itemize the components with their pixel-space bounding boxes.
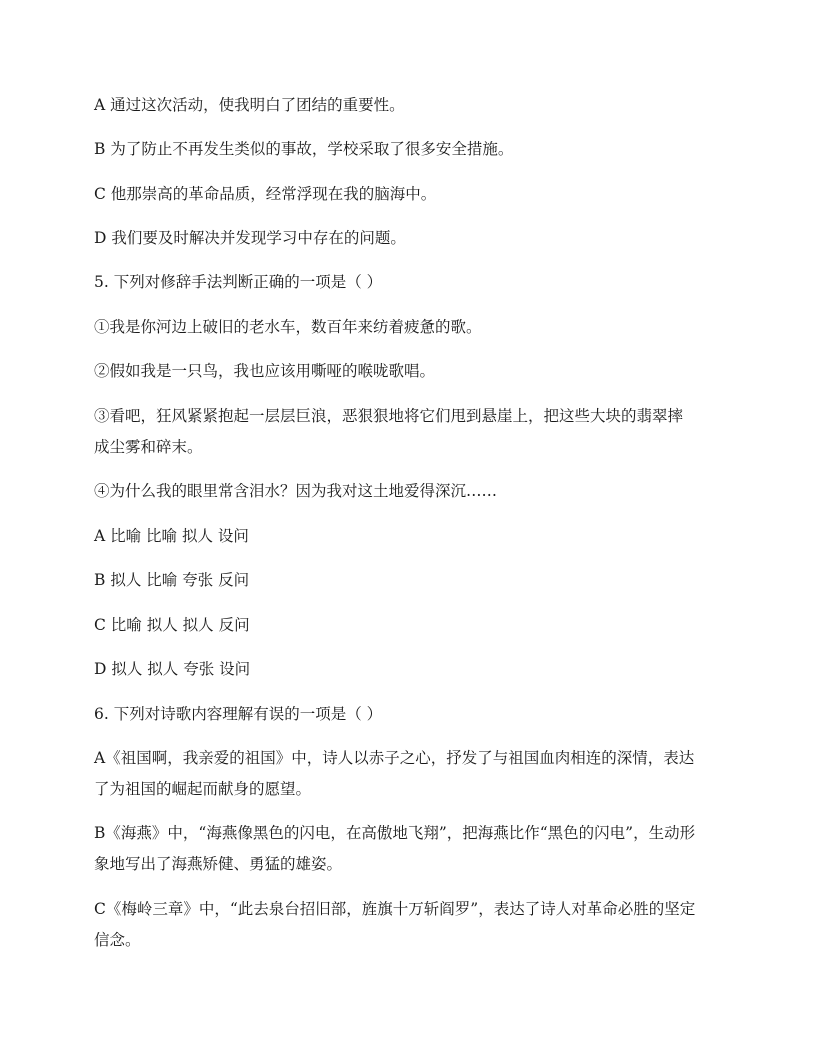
- option-a-q5: A 比喻 比喻 拟人 设问: [94, 527, 249, 545]
- question-6-stem: 6. 下列对诗歌内容理解有误的一项是（ ）: [94, 705, 383, 723]
- q5-sentence-2: ②假如我是一只鸟，我也应该用嘶哑的喉咙歌唱。: [94, 362, 436, 380]
- option-c-q6-line1: C《梅岭三章》中，“此去泉台招旧部，旌旗十万斩阎罗”，表达了诗人对革命必胜的坚定: [94, 900, 696, 918]
- option-b-q4: B 为了防止不再发生类似的事故，学校采取了很多安全措施。: [94, 140, 514, 158]
- option-a-q6-line2: 了为祖国的崛起而献身的愿望。: [94, 780, 312, 798]
- option-c-q6-line2: 信念。: [94, 931, 141, 949]
- q5-sentence-4: ④为什么我的眼里常含泪水？因为我对这土地爱得深沉……: [94, 482, 498, 500]
- option-c-q5: C 比喻 拟人 拟人 反问: [94, 616, 250, 634]
- q5-sentence-3-line1: ③看吧，狂风紧紧抱起一层层巨浪，恶狠狠地将它们甩到悬崖上，把这些大块的翡翠摔: [94, 407, 684, 425]
- option-a-q6-line1: A《祖国啊，我亲爱的祖国》中，诗人以赤子之心，抒发了与祖国血肉相连的深情，表达: [94, 749, 695, 767]
- option-b-q6-line1: B《海燕》中，“海燕像黑色的闪电，在高傲地飞翔”，把海燕比作“黑色的闪电”，生动形: [94, 824, 696, 842]
- option-c-q4: C 他那崇高的革命品质，经常浮现在我的脑海中。: [94, 185, 437, 203]
- q5-sentence-3-line2: 成尘雾和碎末。: [94, 438, 203, 456]
- option-b-q6-line2: 象地写出了海燕矫健、勇猛的雄姿。: [94, 855, 343, 873]
- option-d-q4: D 我们要及时解决并发现学习中存在的问题。: [94, 229, 406, 247]
- question-5-stem: 5. 下列对修辞手法判断正确的一项是（ ）: [94, 273, 383, 291]
- option-b-q5: B 拟人 比喻 夸张 反问: [94, 571, 250, 589]
- option-a-q4: A 通过这次活动，使我明白了团结的重要性。: [94, 96, 405, 114]
- option-d-q5: D 拟人 拟人 夸张 设问: [94, 660, 251, 678]
- q5-sentence-1: ①我是你河边上破旧的老水车，数百年来纺着疲惫的歌。: [94, 318, 482, 336]
